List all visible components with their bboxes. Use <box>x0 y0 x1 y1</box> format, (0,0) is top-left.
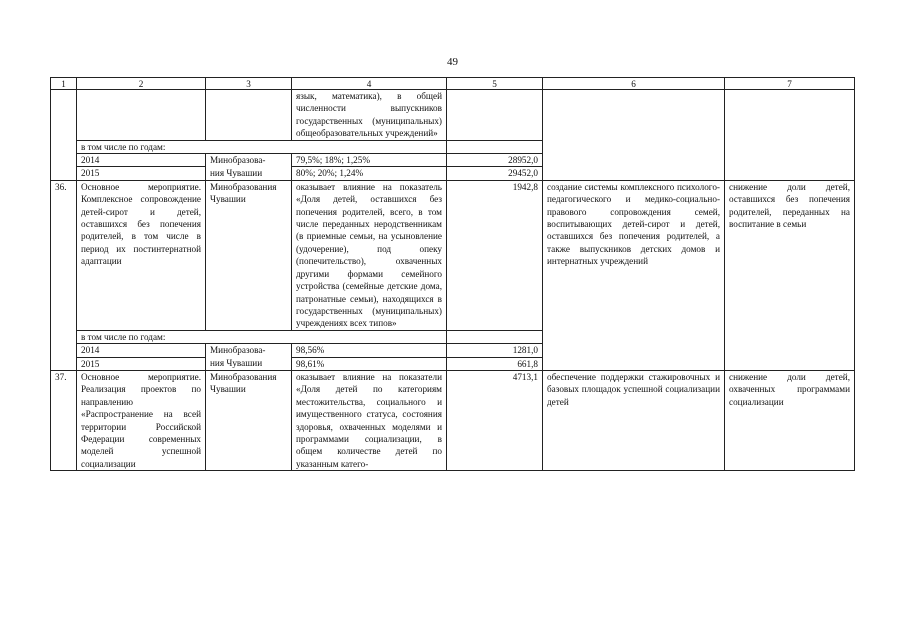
table-row <box>51 90 855 141</box>
sum-cell <box>447 90 543 141</box>
header-cell: 7 <box>725 78 855 90</box>
number-cell: 37. <box>51 370 77 470</box>
executor-cell: ния Чувашии <box>206 167 292 180</box>
sum-cell <box>447 140 543 153</box>
values-cell: 79,5%; 18%; 1,25% <box>292 154 447 167</box>
header-cell: 2 <box>77 78 206 90</box>
sum-cell: 4713,1 <box>447 370 543 470</box>
header-cell: 1 <box>51 78 77 90</box>
result-cell <box>543 90 725 181</box>
header-cell: 5 <box>447 78 543 90</box>
header-cell: 3 <box>206 78 292 90</box>
executor-cell: Минобразования Чувашии <box>206 180 292 330</box>
event-cell: Основное мероприятие. Комплексное сопровождение детей-сирот и детей, оставшихся без попечения родителей, в том числе в период их постинтернатной адаптации <box>77 180 206 330</box>
year-cell: 2014 <box>77 344 206 357</box>
sum-cell: 1942,8 <box>447 180 543 330</box>
values-cell: 98,56% <box>292 344 447 357</box>
executor-cell <box>206 90 292 141</box>
header-cell: 6 <box>543 78 725 90</box>
year-cell: 2015 <box>77 357 206 370</box>
by-years-label: в том числе по годам: <box>77 140 447 153</box>
indicator-cell: оказывает влияние на показатель «Доля детей, оставшихся без попечения родителей, всего, в том числе переданных неродственникам (в приемные семьи, на усыновление (удочерение), под опеку (попечительство), охваченных другими формами семейного устройства (семейные детские дома, патронатные семьи), находящихся в государственных (муниципальных) учреждениях всех типов» <box>292 180 447 330</box>
by-years-label: в том числе по годам: <box>77 330 447 343</box>
header-row <box>51 78 855 90</box>
year-cell: 2014 <box>77 154 206 167</box>
executor-cell: ния Чувашии <box>206 357 292 370</box>
table-row <box>51 370 855 470</box>
effect-cell: снижение доли детей, охваченных программами социализации <box>725 370 855 470</box>
sum-cell: 28952,0 <box>447 154 543 167</box>
result-cell: создание системы комплексного психолого-педагогического и медико-социально-правового сопровождения семей, воспитывающих детей-сирот и детей, оставшихся без попечения родителей, а также выпускников детских домов и интернатных учреждений <box>543 180 725 370</box>
number-cell: 36. <box>51 180 77 370</box>
executor-cell: Минобразова- <box>206 344 292 357</box>
sum-cell: 661,8 <box>447 357 543 370</box>
table-row <box>51 180 855 330</box>
values-cell: 80%; 20%; 1,24% <box>292 167 447 180</box>
number-cell <box>51 90 77 181</box>
executor-cell: Минобразования Чувашии <box>206 370 292 470</box>
indicator-cell: язык, математика), в общей численности выпускников государственных (муниципальных) общеобразовательных учреждений» <box>292 90 447 141</box>
event-cell: Основное мероприятие. Реализация проектов по направлению «Распространение на всей территории Российской Федерации современных моделей успешной социализации <box>77 370 206 470</box>
page-number: 49 <box>447 56 458 68</box>
effect-cell <box>725 90 855 181</box>
header-cell: 4 <box>292 78 447 90</box>
event-cell <box>77 90 206 141</box>
year-cell: 2015 <box>77 167 206 180</box>
sum-cell: 29452,0 <box>447 167 543 180</box>
sum-cell: 1281,0 <box>447 344 543 357</box>
sum-cell <box>447 330 543 343</box>
result-cell: обеспечение поддержки стажировочных и базовых площадок успешной социализации детей <box>543 370 725 470</box>
values-cell: 98,61% <box>292 357 447 370</box>
executor-cell: Минобразова- <box>206 154 292 167</box>
indicator-cell: оказывает влияние на показатели «Доля детей по категориям местожительства, социального и имущественного статуса, состояния здоровья, охваченных моделями и программами социализации, в общем количестве детей по указанным катего- <box>292 370 447 470</box>
program-table <box>50 77 855 471</box>
effect-cell: снижение доли детей, оставшихся без попечения родителей, переданных на воспитание в семьи <box>725 180 855 370</box>
